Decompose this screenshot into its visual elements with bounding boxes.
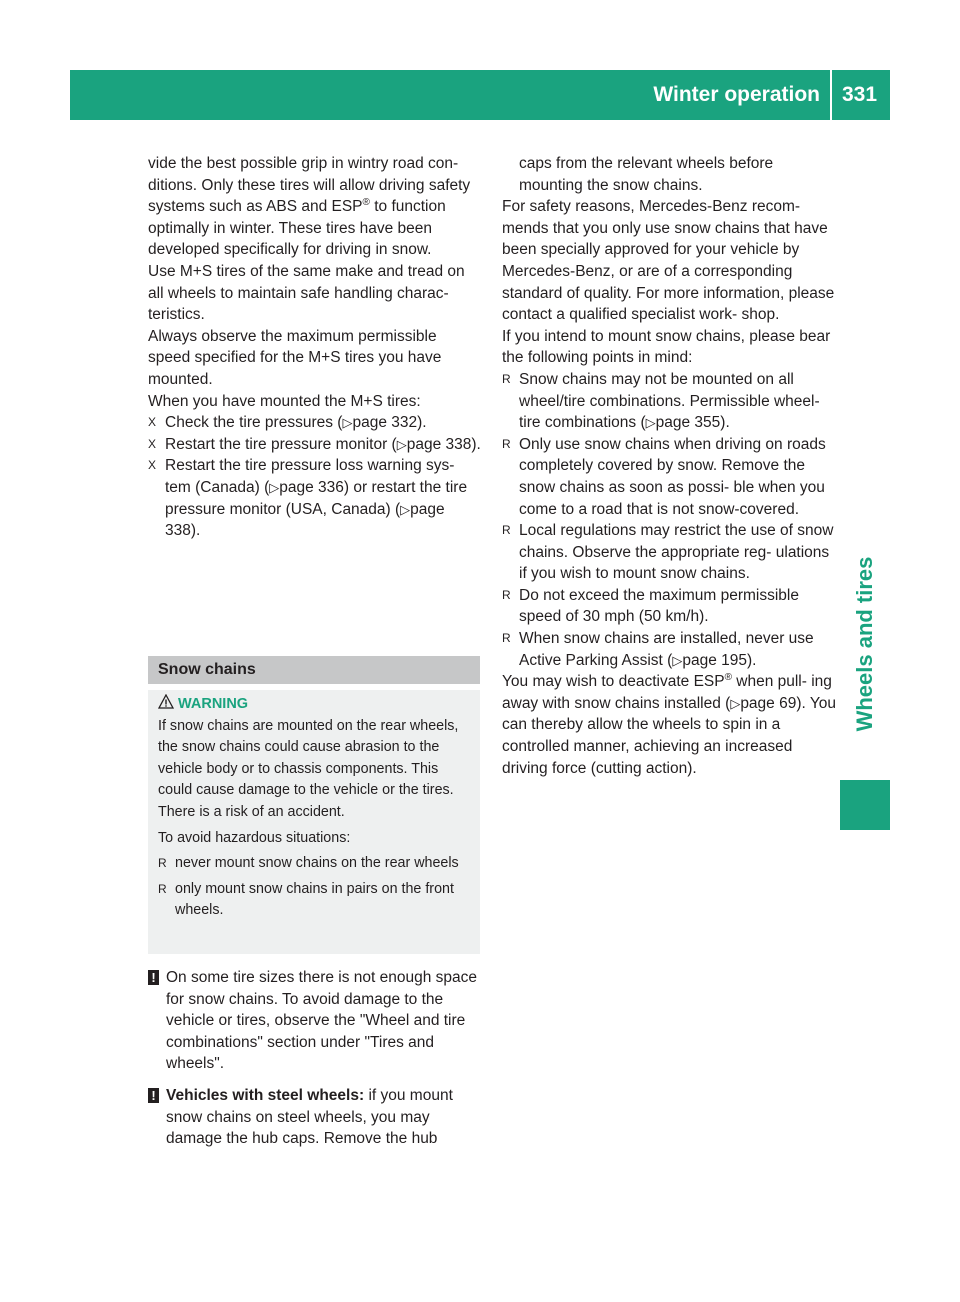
step-item: X Check the tire pressures (▷page 332). [148, 412, 482, 434]
page-reference[interactable]: page 355 [655, 414, 721, 432]
list-item: R Local regulations may restrict the use of snow chains. Observe the appropriate reg- ulations if you wish to mount snow chains. [502, 522, 834, 583]
step-item: X Restart the tire pressure loss warning sys- tem (Canada) (▷page 336) or restart the tire pressure monitor (USA, Canada) (▷page 338). [148, 457, 468, 540]
warning-bullet: R never mount snow chains on the rear wheels [158, 853, 476, 875]
notice-text: On some tire sizes there is not enough space for snow chains. To avoid damage to the vehicle or tires, observe the "Wheel and tire combinations" section under "Tires and wheels". [166, 969, 478, 1073]
page-ref-arrow-icon: ▷ [730, 695, 741, 711]
page-ref-arrow-icon: ▷ [672, 652, 683, 668]
header-divider [830, 70, 832, 120]
warning-triangle-icon [158, 694, 174, 710]
page-ref-arrow-icon: ▷ [645, 415, 656, 431]
step-arrow-icon: X [148, 415, 157, 430]
exclamation-icon: ! [148, 970, 159, 985]
bullet-mark: R [158, 856, 167, 871]
paragraph: For safety reasons, Mercedes-Benz recom- mends that you only use snow chains that have been specially approved for your vehicle by Mercedes-Benz, or are of a corresponding standard of quality. For more information, please contact a qualified specialist work- shop. [502, 198, 835, 324]
right-column [502, 153, 836, 779]
step-arrow-icon: X [148, 458, 157, 473]
chapter-side-tab [840, 534, 890, 754]
notice [148, 1085, 482, 1150]
page-reference[interactable]: page 195 [682, 651, 747, 669]
page-header [70, 70, 890, 120]
paragraph: Use M+S tires of the same make and tread on all wheels to maintain safe handling charac- teristics. [148, 262, 465, 324]
exclamation-icon: ! [148, 1088, 159, 1103]
list-item: R When snow chains are installed, never use Active Parking Assist (▷page 195). [502, 630, 814, 669]
chapter-label: Wheels and tires [852, 556, 877, 732]
page-ref-arrow-icon: ▷ [400, 501, 411, 517]
page-reference[interactable]: page 338 [165, 500, 445, 540]
paragraph: caps from the relevant wheels before mounting the snow chains. [519, 155, 774, 194]
list-item: R Do not exceed the maximum permissible speed of 30 mph (50 km/h). [502, 586, 799, 626]
warning-box [148, 690, 480, 954]
list-item: R Only use snow chains when driving on roads completely covered by snow. Remove the snow chains as soon as possi- ble when you come to a road that is not snow-covered. [502, 435, 826, 518]
page-reference[interactable]: page 336 [279, 478, 344, 496]
page-number: 331 [842, 83, 878, 106]
paragraph: Always observe the maximum permissible speed specified for the M+S tires you have mounted. [148, 327, 442, 388]
chapter-marker [840, 780, 890, 830]
notice-text: Vehicles with steel wheels: if you mount snow chains on steel wheels, you may damage the hub caps. Remove the hub [166, 1087, 453, 1148]
list-item: R Snow chains may not be mounted on all wheel/tire combinations. Permissible wheel-tire combinations (▷page 355). [502, 370, 820, 432]
page-ref-arrow-icon: ▷ [342, 415, 353, 431]
step-item: X Restart the tire pressure monitor (▷page 338). [148, 434, 482, 456]
paragraph: When you have mounted the M+S tires: [148, 392, 421, 410]
page-reference[interactable]: page 332 [352, 414, 418, 432]
bullet-mark: R [158, 881, 167, 896]
paragraph: You may wish to deactivate ESP® when pull- ing away with snow chains installed (▷page 69). You can thereby allow the wheels to spin in a controlled manner, achieving an increased driving force (cutting action). [502, 672, 836, 777]
warning-text: To avoid hazardous situations: [158, 829, 351, 846]
left-column [148, 153, 482, 542]
page-ref-arrow-icon: ▷ [396, 436, 407, 452]
paragraph: If you intend to mount snow chains, please bear the following points in mind: [502, 327, 831, 367]
bullet-mark: R [502, 523, 511, 538]
warning-heading: WARNING [158, 694, 476, 716]
paragraph: vide the best possible grip in wintry road con- ditions. Only these tires will allow driving safety systems such as ABS and ESP® to function optimally in winter. These tires have been developed specifically for driving in snow. [148, 155, 471, 259]
notice [148, 967, 482, 1075]
bullet-mark: R [502, 371, 511, 386]
bullet-mark: R [502, 587, 511, 602]
bullet-mark: R [502, 436, 511, 451]
page-reference[interactable]: page 69 [740, 694, 797, 712]
section-heading [148, 656, 480, 684]
warning-bullet: R only mount snow chains in pairs on the front wheels. [158, 880, 454, 919]
page-ref-arrow-icon: ▷ [269, 479, 280, 495]
header-title: Winter operation [653, 83, 820, 106]
step-arrow-icon: X [148, 436, 157, 451]
section-title: Snow chains [158, 661, 256, 678]
warning-text: If snow chains are mounted on the rear wheels, the snow chains could cause abrasion to the vehicle body or to chassis components. This could cause damage to the vehicle or the tires. There is a risk of an accident. [158, 717, 459, 820]
bullet-mark: R [502, 631, 511, 646]
page-reference[interactable]: page 338 [406, 435, 472, 453]
